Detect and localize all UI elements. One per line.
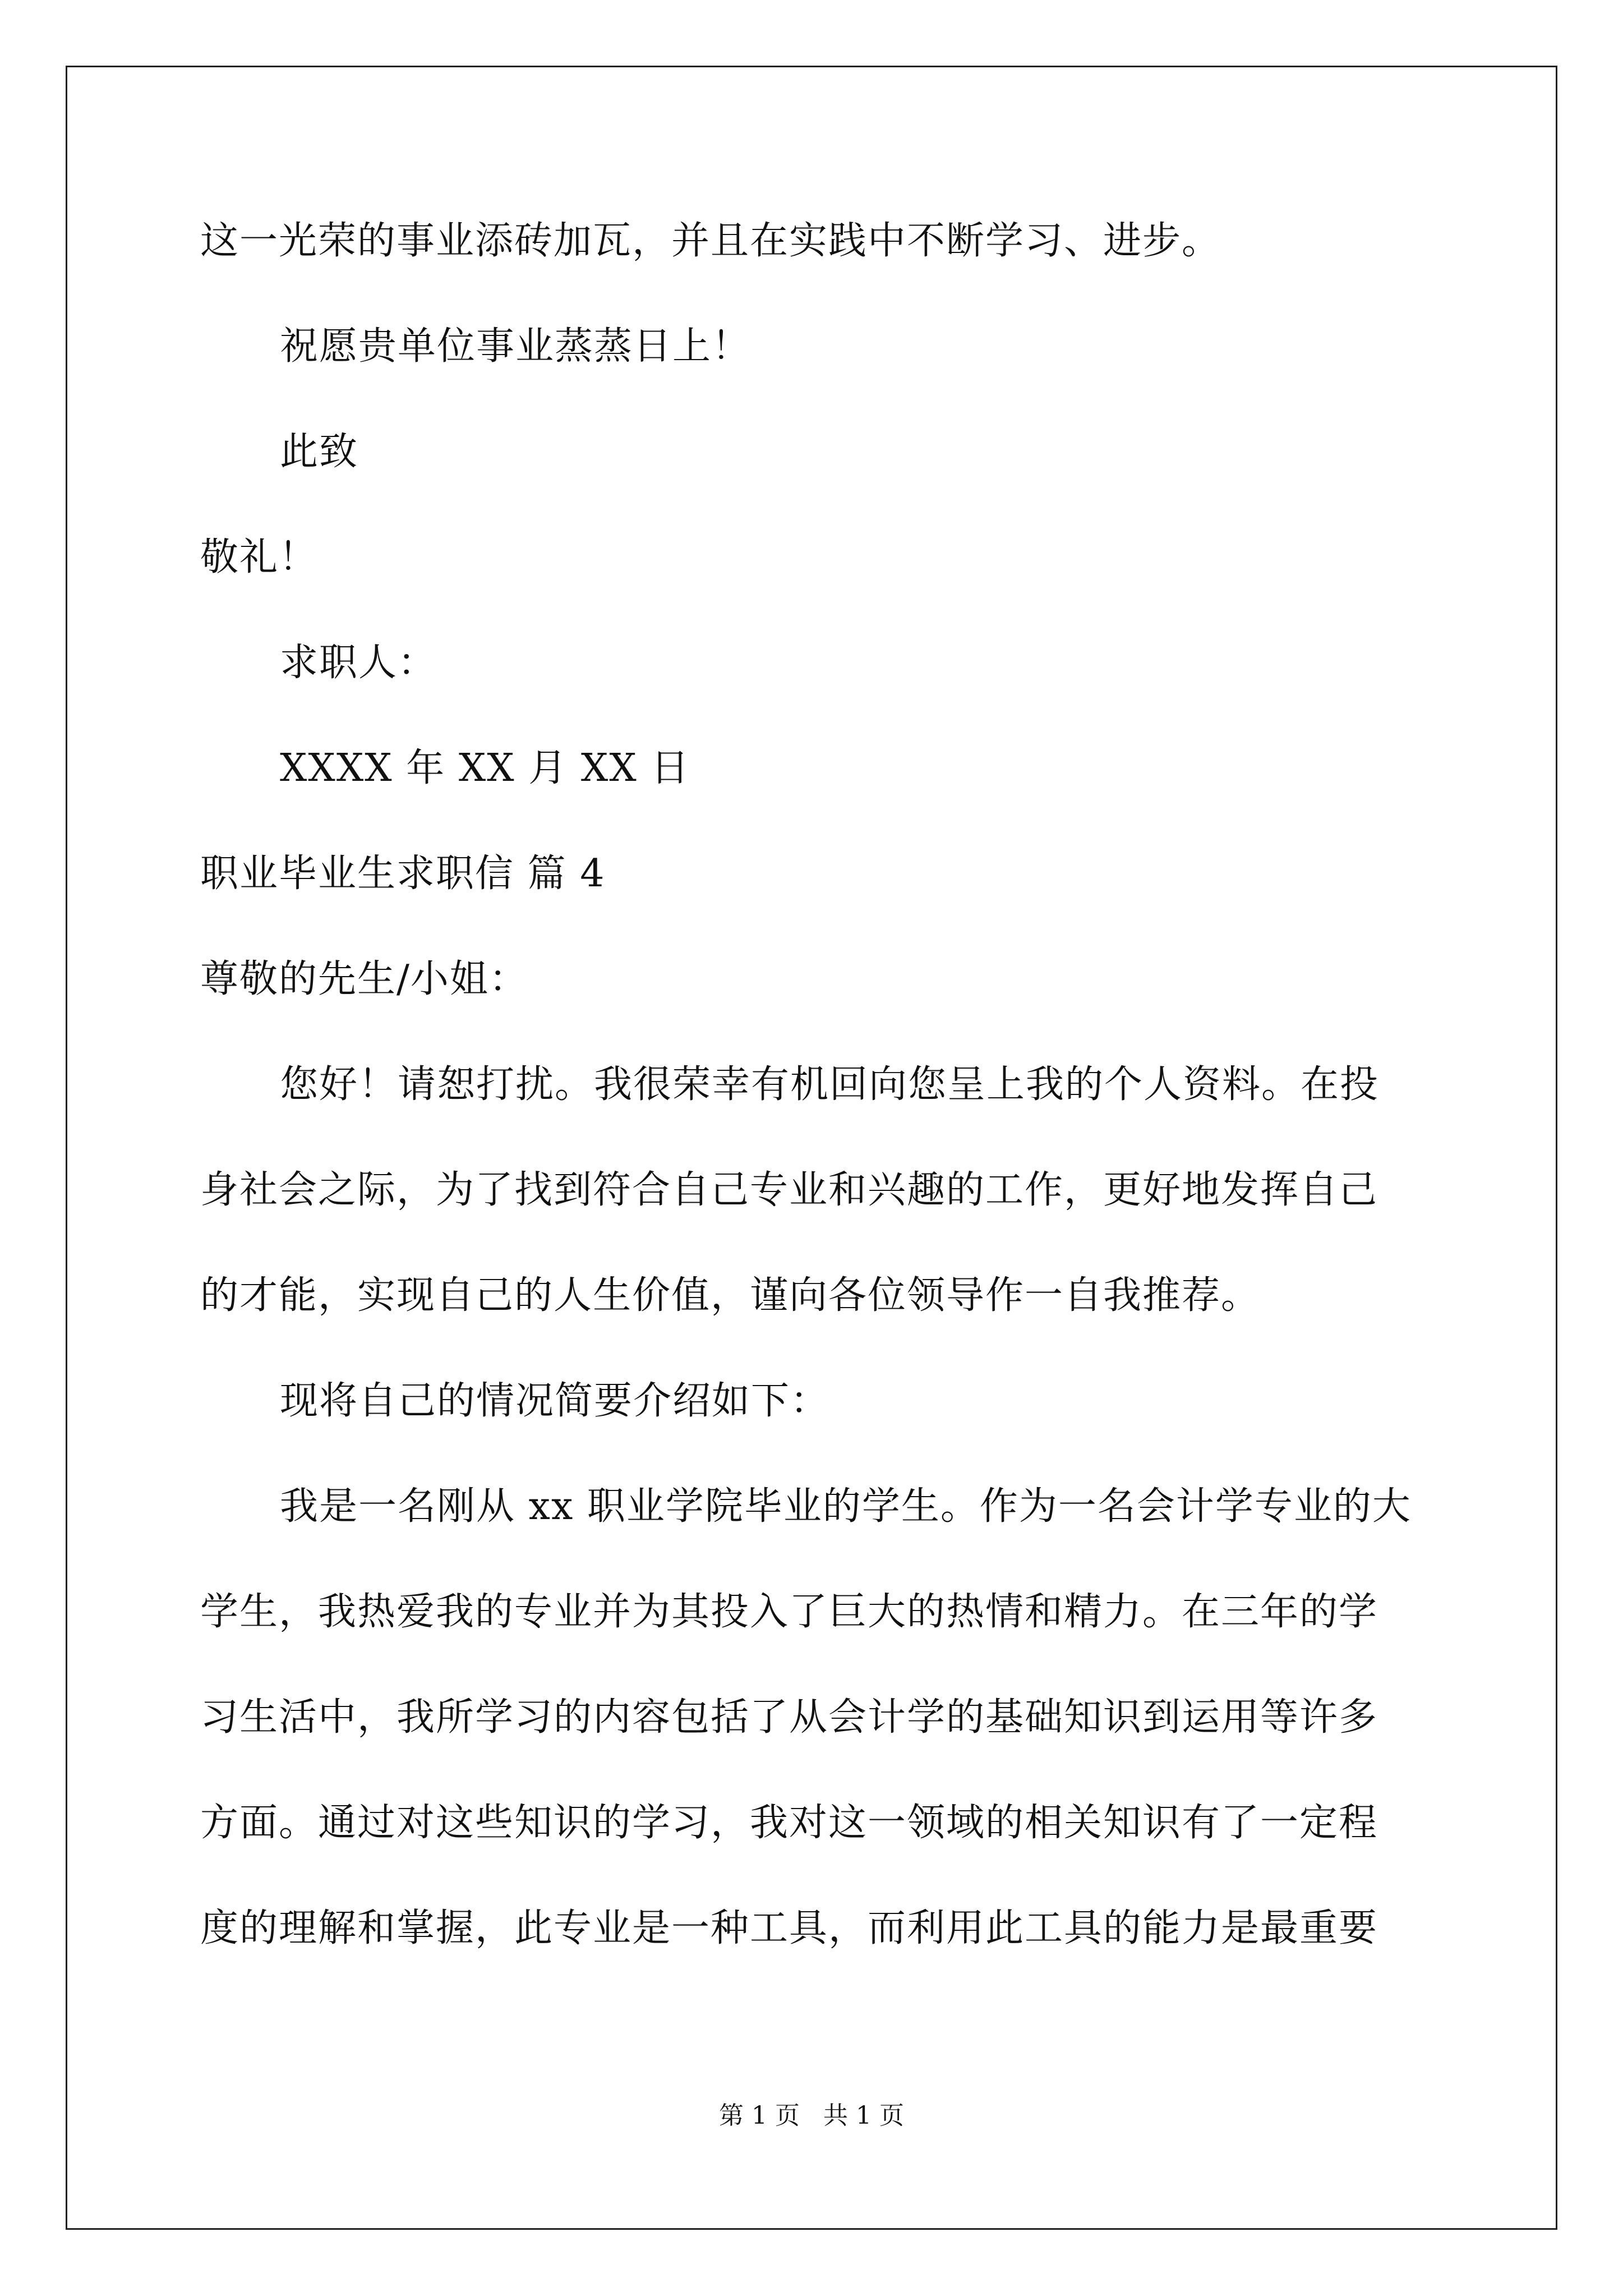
paragraph-row: 学生，我热爱我的专业并为其投入了巨大的热情和精力。在三年的学 (200, 1590, 1378, 1634)
document-body (200, 213, 1434, 2006)
salutation: 尊敬的先生/小姐： (200, 957, 528, 1001)
paragraph-row: 身社会之际，为了找到符合自己专业和兴趣的工作，更好地发挥自己 (200, 1168, 1378, 1212)
text-line: 此致 (280, 430, 359, 474)
paragraph-row: 您好！请恕打扰。我很荣幸有机回向您呈上我的个人资料。在投 (280, 1062, 1380, 1107)
text-line: 求职人： (280, 641, 437, 685)
text-line: 祝愿贵单位事业蒸蒸日上！ (280, 324, 751, 369)
paragraph-row: 我是一名刚从 xx 职业学院毕业的学生。作为一名会计学专业的大 (280, 1484, 1412, 1529)
date-line: XXXX 年 XX 月 XX 日 (280, 746, 690, 790)
paragraph-row: 的才能，实现自己的人生价值，谨向各位领导作一自我推荐。 (200, 1273, 1261, 1318)
page-footer: 第 1 页 共 1 页 (719, 2101, 904, 2130)
paragraph-row: 习生活中，我所学习的内容包括了从会计学的基础知识到运用等许多 (200, 1695, 1378, 1740)
paragraph-row: 现将自己的情况简要介绍如下： (280, 1379, 830, 1423)
paragraph-row: 方面。通过对这些知识的学习，我对这一领域的相关知识有了一定程 (200, 1801, 1378, 1845)
text-line: 敬礼！ (200, 535, 319, 579)
paragraph-row: 度的理解和掌握，此专业是一种工具，而利用此工具的能力是最重要 (200, 1906, 1378, 1950)
text-line: 这一光荣的事业添砖加瓦，并且在实践中不断学习、进步。 (200, 219, 1221, 263)
section-heading: 职业毕业生求职信 篇 4 (200, 852, 606, 896)
